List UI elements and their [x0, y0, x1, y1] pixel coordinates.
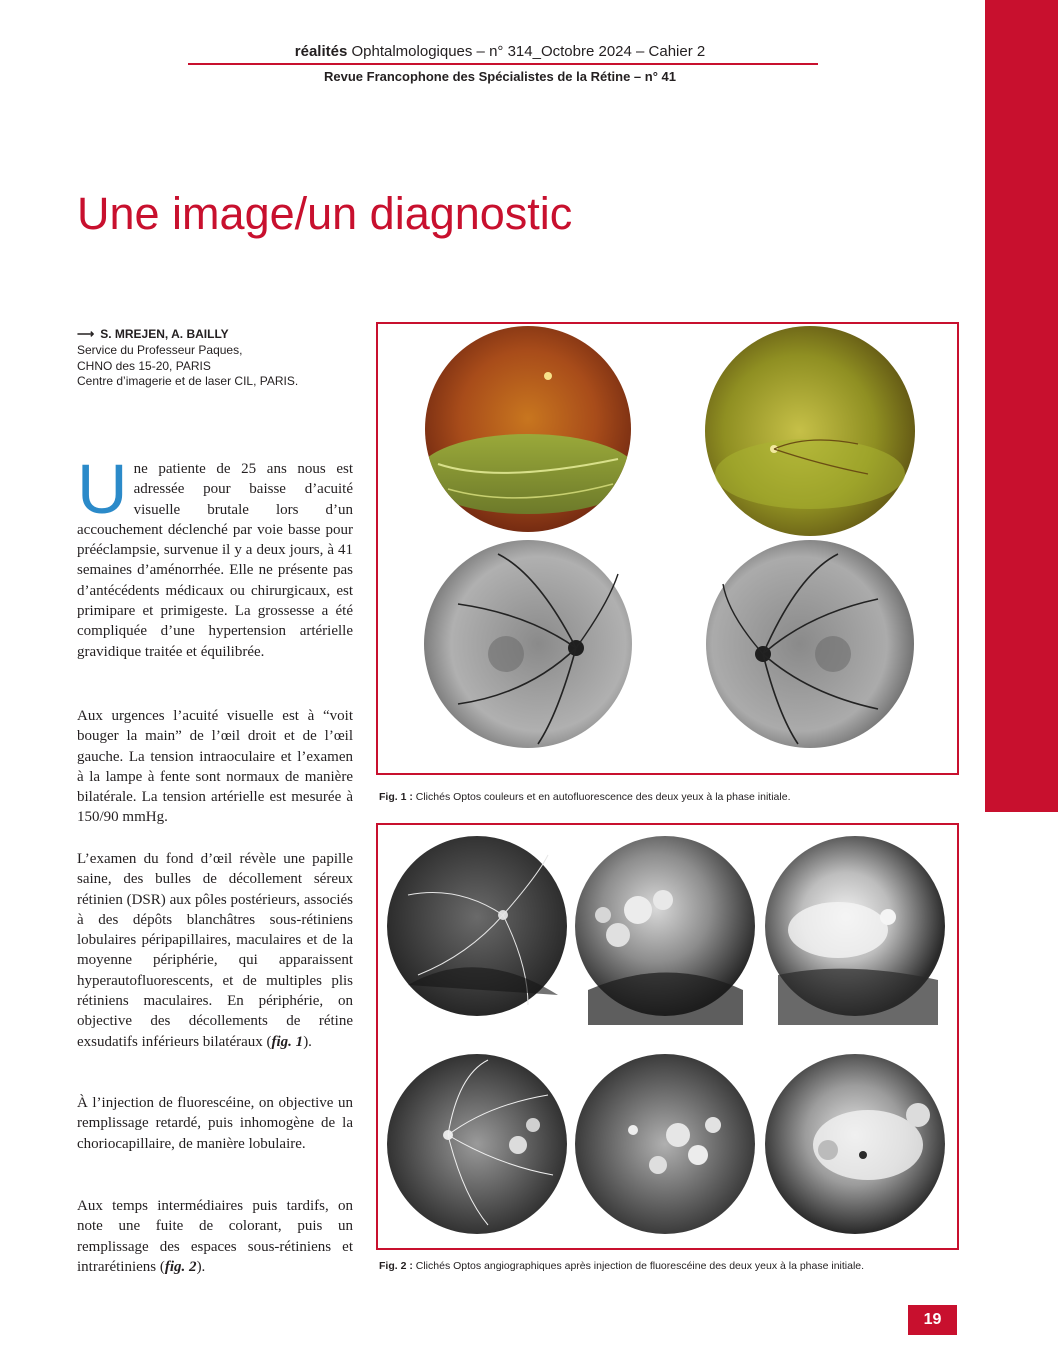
figure-label: Fig. 2 :: [379, 1260, 413, 1272]
paragraph-text: Aux temps intermédiaires puis tardifs, on note une fuite de colorant, puis un remplissage des espaces sous-rétiniens et intrarétiniens (: [77, 1198, 353, 1275]
affiliation-line: CHNO des 15-20, PARIS: [77, 358, 211, 373]
paragraph-text: L’examen du fond d’œil révèle une papille saine, des bulles de décollement séreux rétinien (DSR) aux pôles postérieurs, associés à des dépôts blanchâtres sous-rétiniens lobulaires péripapillaires, maculaires et de la moyenne périphérie, qui apparaissent hyperautofluorescents, et de multiples plis rétiniens maculaires. En périphérie, on objective des décollements de rétine exsudatifs inférieurs bilatéraux (: [77, 851, 353, 1050]
paragraph-emergency-exam: Aux urgences l’acuité visuelle est à “voit bouger la main” de l’œil droit et de l’œil gauche. La tension intraoculaire et l’examen à la lampe à fente sont normaux de manière bilatérale. La tension artérielle est mesurée à 150/90 mmHg.: [77, 708, 353, 826]
paragraph-case-presentation: [77, 450, 353, 662]
author-names: S. MREJEN, A. BAILLY: [100, 327, 229, 341]
authors-line: [77, 327, 229, 342]
paragraph-text: ne patiente de 25 ans nous est adressée pour baisse d’acuité visuelle brutale lors d’un accouchement déclenché par voie basse pour prééclampsie, survenue il y a deux jours, à 41 semaines d’aménorrhée. Elle ne présente pas d’antécédents médicaux ou chirurgicaux, est primipare et primigeste. La grossesse a été compliquée d’une hypertension artérielle gravidique traitée et équilibrée.: [77, 461, 353, 660]
angiography-early-right: [387, 836, 567, 1016]
header-rule: [188, 63, 818, 65]
journal-brand: réalités: [294, 43, 348, 60]
affiliation: [77, 343, 298, 390]
fundus-autofluorescence-left: [706, 540, 914, 748]
journal-subtitle: Revue Francophone des Spécialistes de la Rétine – n° 41: [324, 69, 676, 84]
fundus-autofluorescence-right: [424, 540, 632, 748]
figure-1-images: [378, 324, 957, 773]
angiography-mid-left: [575, 1054, 755, 1234]
figure-reference: fig. 2: [164, 1258, 197, 1275]
caption-text: Clichés Optos couleurs et en autofluorescence des deux yeux à la phase initiale.: [415, 791, 791, 803]
figure-label: Fig. 1 :: [379, 791, 413, 803]
figure-reference: fig. 1: [271, 1033, 304, 1050]
page-number: 19: [908, 1305, 957, 1335]
fundus-color-right: [418, 326, 638, 532]
journal-issue: Ophtalmologiques – n° 314_Octobre 2024 – Cahier 2: [351, 43, 706, 60]
paragraph-text: ).: [196, 1258, 206, 1275]
affiliation-line: Service du Professeur Paques,: [77, 343, 243, 357]
caption-text: Clichés Optos angiographiques après injection de fluorescéine des deux yeux à la phase initiale.: [415, 1260, 865, 1272]
paragraph-text: ).: [303, 1033, 312, 1050]
drop-cap: U: [77, 450, 128, 528]
angiography-late-right: [765, 836, 945, 1025]
fundus-color-left: [705, 326, 915, 536]
side-color-tab: [985, 0, 1058, 812]
figure-1: [376, 322, 959, 775]
angiography-early-left: [387, 1054, 567, 1234]
angiography-mid-right: [575, 836, 755, 1025]
figure-1-caption: [379, 791, 791, 804]
paragraph-fundus-exam: [77, 849, 353, 1052]
affiliation-line: Centre d’imagerie et de laser CIL, PARIS.: [77, 374, 299, 388]
article-title: Une image/un diagnostic: [77, 188, 573, 239]
figure-2-images: [378, 825, 957, 1248]
paragraph-fluorescein-injection: À l’injection de fluorescéine, on objective un remplissage retardé, puis inhomogène de la choriocapillaire, de manière lobulaire.: [77, 1095, 353, 1152]
figure-2-caption: [379, 1260, 864, 1273]
angiography-late-left: [765, 1054, 945, 1234]
journal-header: [0, 43, 1000, 61]
paragraph-late-phase: [77, 1196, 353, 1277]
arrow-icon: ⟶: [77, 327, 95, 341]
figure-2: [376, 823, 959, 1250]
